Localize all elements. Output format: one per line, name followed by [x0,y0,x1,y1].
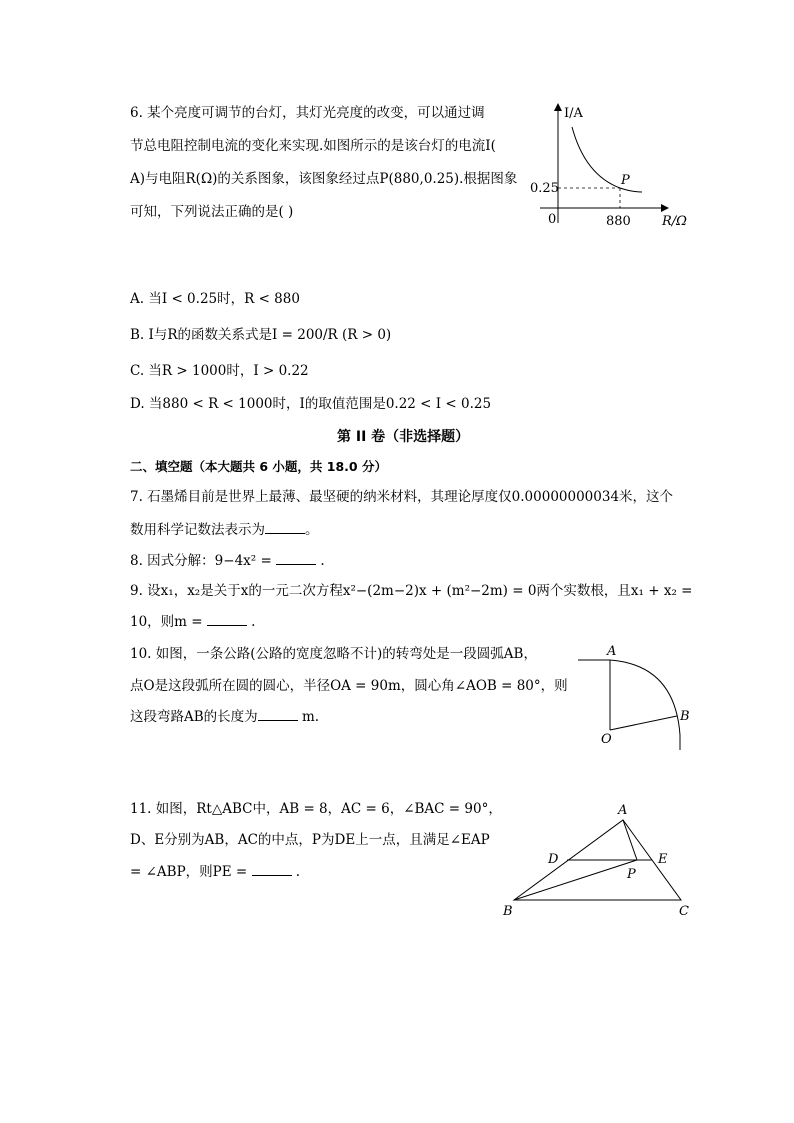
q8-answer-blank[interactable] [276,550,316,565]
q10-line-3 [130,706,319,727]
q10-label-o: O [601,732,612,747]
q9-text: 10，则m = [130,614,207,630]
q6-curve [572,127,642,192]
q11-text: = ∠ABP，则PE = [130,864,252,880]
q11-line-3 [130,861,300,882]
q10-label-a: A [607,644,617,659]
section-heading: 二、填空题（本大题共 6 小题，共 18.0 分） [130,459,387,474]
q11-segment-ap [623,820,637,860]
q11-answer-blank[interactable] [252,861,292,876]
q9-answer-blank[interactable] [207,611,247,626]
q11-line-2: D、E分别为AB，AC的中点，P为DE上一点，且满足∠EAP [130,832,490,848]
q9-line-1: 9. 设x₁，x₂是关于x的一元二次方程x²−(2m−2)x + (m²−2m) = 0两个实数根，且x₁ + x₂ = [130,583,693,599]
q10-line-1: 10. 如图，一条公路(公路的宽度忽略不计)的转弯处是一段圆弧AB， [130,646,537,662]
q7-line-1: 7. 石墨烯目前是世界上最薄、最坚硬的纳米材料，其理论厚度仅0.00000000034米，这个 [130,489,674,505]
q11-figure [495,800,700,925]
q11-label-c: C [679,904,689,919]
q6-point-label: P [621,173,630,188]
q11-suffix: . [291,864,301,880]
q10-answer-blank[interactable] [258,706,298,721]
q11-label-p: P [627,867,636,882]
q7-answer-blank[interactable] [265,519,305,534]
q10-line-2: 点O是这段弧所在圆的圆心，半径OA = 90m，圆心角∠AOB = 80°，则 [130,678,568,694]
q7-text: 数用科学记数法表示为 [130,522,265,538]
q6-y-tick: 0.25 [530,181,559,196]
q6-origin-label: 0 [548,212,557,227]
q8-text: 8. 因式分解：9−4x² = [130,553,277,569]
q11-label-b: B [503,904,513,919]
q6-line-1: 6. 某个亮度可调节的台灯，其灯光亮度的改变，可以通过调 [130,105,485,121]
q6-option-a: A. 当I < 0.25时，R < 880 [130,291,300,307]
q6-line-3: A)与电阻R(Ω)的关系图象，该图象经过点P(880,0.25).根据图象 [130,171,518,187]
q10-label-b: B [680,709,690,724]
q6-x-tick: 880 [606,214,631,229]
q6-graph [520,95,700,235]
q7-suffix: 。 [305,522,319,538]
q10-suffix: m. [297,709,320,725]
q6-line-2: 节总电阻控制电流的变化来实现.如图所示的是该台灯的电流I( [130,138,496,154]
q11-segment-bp [514,860,637,900]
q6-x-axis-label: R/Ω [662,214,687,229]
q6-y-axis-label: I/A [564,106,583,121]
q6-option-c: C. 当R > 1000时，I > 0.22 [130,363,309,379]
q10-text: 这段弯路AB的长度为 [130,709,258,725]
q9-line-2 [130,611,255,632]
q7-line-2 [130,519,319,540]
q11-label-e: E [658,852,668,867]
q8-suffix: . [316,553,325,569]
q10-figure [570,640,700,755]
q10-radius-ob [610,716,677,730]
q11-label-d: D [548,852,559,867]
q9-suffix: . [246,614,256,630]
q6-option-b: B. I与R的函数关系式是I = 200/R (R > 0) [130,327,392,343]
q11-label-a: A [618,803,628,818]
q6-option-d: D. 当880 < R < 1000时，I的取值范围是0.22 < I < 0.25 [130,396,492,412]
q11-line-1: 11. 如图，Rt△ABC中，AB = 8，AC = 6，∠BAC = 90°， [130,801,502,817]
q8-line [130,550,325,571]
part-title: 第 II 卷（非选择题） [337,429,470,445]
q10-arc [610,660,680,750]
q6-line-4: 可知，下列说法正确的是( ) [130,204,294,220]
